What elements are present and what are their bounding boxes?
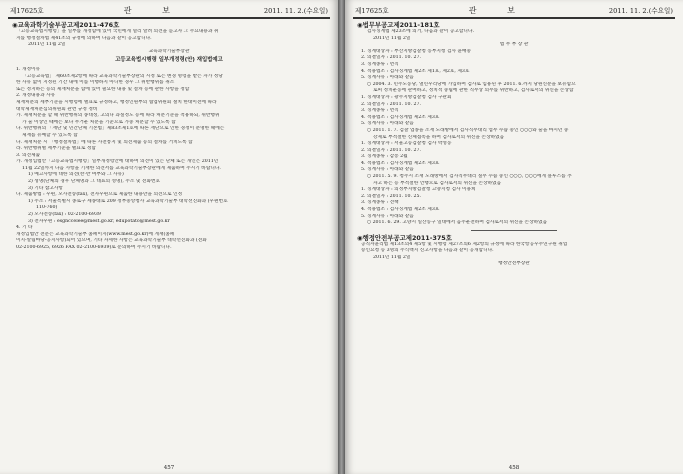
text-line: 다. 제재처분 시 「행정절차법」에 따른 사전통지 및 의견제출 등의 절차를 거치도록 함 — [16, 139, 193, 145]
text-line: ○ 2011. 6. 29. 고양시 일산동구 일대에서 음주운전하여 검사로서의 위신을 손상하였음 — [367, 220, 548, 226]
right-issue-number: 제17625호 — [355, 7, 389, 15]
text-line: 제재를 유예할 수 있도록 함 — [22, 132, 78, 138]
text-line: 「고등교육법」 제60조제2항에 따라 교육과학기술부장관의 시정 또는 변경 명령을 받은 자가 정당 — [22, 73, 223, 79]
text-line: 4. 적용법조 : 검사징계법 제2조 제3호 — [361, 114, 440, 120]
right-section2-date: 2011년 11월 2일 — [373, 254, 411, 260]
text-line: 3) 기타 참고사항 — [28, 185, 63, 191]
text-line: ○ 2011. 1. 7. 검찰 업종을 소재 노래방에서 검사직무대리 업무 수습 중인 ○○○와 술을 마시던 중 — [367, 127, 569, 133]
text-line: 지를 행정절차법 제41조의 규정에 의하여 다음과 같이 공고합니다. — [16, 35, 152, 41]
text-line: 3. 징계종류 : 면직 — [361, 108, 399, 114]
text-line: 110-760) — [36, 205, 58, 211]
right-column — [357, 20, 671, 460]
text-line: 라. 위반행위별 세부기준을 별표로 정함 — [16, 146, 96, 152]
right-issue-date: 2011. 11. 2.(수요일) — [608, 7, 673, 15]
text-line: 대학제재처분심의위원회 관련 규정 정비 — [16, 106, 98, 112]
left-section-title: ◉교육과학기술부공고제2011-476호 — [12, 21, 120, 29]
text-line: 2) 모사전송(fax) : 02-2100-6939 — [28, 212, 101, 218]
book-gutter — [338, 0, 345, 474]
text-line: 5. 징계사유 : 아래와 같음 — [361, 75, 414, 81]
text-line: 이지-알림마당-공지사항)되어 있으며, 기타 자세한 사항은 교육과학기술부 대학선진화과 (전화 — [16, 238, 207, 244]
right-section2-issuer: 행정안전부장관 — [498, 261, 530, 267]
right-section2-intro — [357, 242, 671, 255]
right-page-number: 458 — [508, 465, 520, 471]
text-line: 2. 의결일자 : 2011. 10. 27. — [361, 55, 421, 61]
left-gazette-title: 관 보 — [123, 5, 184, 15]
text-line: 02-2100-6925, 6926 FAX 02-2100-6939)로 문의하여 주시기 바랍니다. — [16, 245, 172, 250]
left-body — [12, 67, 326, 252]
text-line: 가. 개정입법안「고등교육법시행령」일부개정령안에 대하여 의견이 있는 단체 또는 개인은 2011년 — [16, 159, 219, 165]
left-doc-title: 고등교육법시행령 일부개정령(안) 재입법예고 — [115, 57, 223, 64]
text-line: 4. 적용법조 : 검사징계법 제2조 제3호 — [361, 160, 440, 166]
text-line: 공직자윤리법 제13조의4 제5항 및 시행령 제27조의6 제2항의 규정에 따라 한국항공우주연구원 취업 — [361, 241, 568, 247]
right-date-line: 2011년 11월 2일 — [373, 35, 411, 41]
text-line: 5. 징계사유 : 아래와 같음 — [361, 167, 414, 173]
text-line: 개정입법안 전문은 교육과학기술부 홈페이지(www.mest.go.kr)에 게재(홈페 — [16, 231, 175, 237]
right-section2-title: ◉행정안전부공고제2011-375호 — [357, 233, 452, 242]
text-line: 11월 22일까지 다음 사항을 기재한 의견서를 교육과학기술부장관에게 제출하여 주시기 바랍니다. — [22, 165, 221, 171]
left-issuer: 교육과학기술부장관 — [148, 48, 190, 54]
right-intro — [357, 29, 671, 36]
text-line: 3) 전자우편 : esgnccelee@mest.go.kr, edupotato@mest.go.kr — [28, 218, 170, 224]
left-page-header — [10, 4, 328, 16]
text-line: 1. 개정이유 — [16, 66, 41, 72]
right-header-rule — [353, 17, 675, 19]
text-line: 나. 제출방법 : 우편, 모사전송(fax), 전자우편으로 제출한 내용만을 의견으로 인정 — [16, 192, 183, 198]
text-line: 1. 징계대상자 : 광주지방검찰청 검사 구관회 — [361, 94, 452, 100]
text-line: 가 둘 이상인 때에는 보다 무거운 처분을 기준으로 가중 처분할 수 있도록 함 — [22, 119, 176, 125]
right-page — [345, 0, 683, 474]
text-line: 승인요청 등 3명의 주식백지 신고사항을 다음과 같이 공개합니다. — [361, 248, 494, 254]
right-section-title: ◉법무부공고제2011-181호 — [357, 21, 440, 29]
left-intro — [12, 29, 326, 42]
text-line: 4. 기 타 — [16, 225, 33, 231]
text-line: 3. 징계종류 : 감봉 2월 — [361, 154, 408, 160]
text-line: 제재처분의 세부기준을 시행령에 별표로 규정하고, 행정인원부의 협업위원회 설치 한대이전에 따라 — [16, 99, 217, 105]
right-page-header — [355, 4, 673, 16]
right-body — [357, 49, 671, 227]
text-line: 검사징계법 제23조에 의거, 다음과 같이 공고합니다. — [367, 29, 474, 34]
text-line: 2. 의결일자 : 2011. 10. 25. — [361, 193, 421, 199]
text-line: 5. 징계사유 : 아래와 같음 — [361, 121, 414, 127]
text-line: 5. 징계사유 : 아래와 같음 — [361, 213, 414, 219]
text-line: 2) 성명(단체의 경우 단체명과 그 대표의 성명), 주소 및 전화번호 — [28, 179, 161, 185]
text-line: 4. 적용법조 : 검사징계법 제2조 제3호 — [361, 207, 440, 213]
text-line: 1. 징계대상자 : 의정부지방검찰청 고양지청 검사 이용희 — [361, 187, 476, 193]
text-line: 강제로 부적절한 신체접촉을 하여 검사로서의 위신을 손상하였음 — [373, 134, 505, 140]
left-date-line: 2011년 11월 2일 — [28, 42, 66, 48]
text-line: 3. 징계종류 : 견책 — [361, 200, 399, 206]
text-line: 3. 의견제출 — [16, 152, 41, 158]
left-page-number: 457 — [163, 465, 175, 471]
section-divider — [471, 230, 557, 231]
text-line: 1. 징계대상자 : 부산지방검찰청 동부지청 검사 윤배중 — [361, 48, 472, 54]
text-line: ○ 2011. 5. 9. 청주시 소재 노래방에서 검사직무대리 실무 수습 중인 ○○○, ○○○에게 블루스를 추 — [367, 174, 572, 180]
text-line: 가. 제재처분을 할 때 위반행위의 종대성, 고의나 과실정도 등에 따라 처분기준을 적용하되, 위반행위 — [16, 113, 220, 119]
right-issuer: 법 무 부 장 관 — [499, 42, 529, 48]
text-line: 또는 정지하는 등의 제재처분을 함에 있어 필요한 내용 및 절차 등에 관한 사항을 정함 — [16, 86, 190, 92]
text-line: 2. 의결일자 : 2011. 10. 27. — [361, 101, 421, 107]
text-line: 자고 하는 등 부적절한 언행으로 검사로서의 위신을 손상하였음 — [373, 180, 502, 186]
left-header-rule — [8, 17, 330, 19]
left-issue-number: 제17625호 — [10, 7, 44, 15]
text-line: 2. 개정내용과 사유 — [16, 93, 56, 99]
right-gazette-title: 관 보 — [468, 5, 529, 15]
text-line: 「고등교육법시행령」을 일부를 개정함에 있어 국민에게 널리 알려 의견을 듣고자 그 주요내용과 취 — [16, 29, 219, 34]
text-line: 2. 의결일자 : 2011. 10. 27. — [361, 147, 421, 153]
left-column — [12, 20, 326, 460]
text-line: ○ 2004. 3. 민주노동당, 열린우리당에 가입하여 검사로 임용된 후 2011. 6.까지 당원신분을 보유함으 — [367, 81, 576, 87]
left-issue-date: 2011. 11. 2.(수요일) — [263, 7, 328, 15]
left-page — [0, 0, 338, 474]
text-line: 1) 주소 : 서울특별시 종로구 세종대로 209 정부중앙청사 교육과학기술부 대학선진화과 (우편번호 — [28, 198, 228, 204]
text-line: 한 사유 없이 지정된 기간 내에 이를 이행하지 아니한 경우 그 위반행위를 취소 — [16, 80, 175, 86]
text-line: 로써 정치운동에 관여하고, 정치적 중립에 관한 직무상 의무를 위반하고, 검사로서의 위신을 손상함 — [373, 88, 574, 94]
text-line: 1. 징계대상자 : 서울고등검찰청 검사 박성동 — [361, 141, 452, 147]
text-line: 나. 위반행위의 「재단 및 민간단체 기본법」제83조제1호에 따른 재단으로 인한 경정이 분명한 때에는 — [16, 126, 225, 132]
text-line: 1) 예고사항에 대한 의견(찬·반 여부와 그 사유) — [28, 172, 124, 178]
text-line: 4. 적용법조 : 검사징계법 제2조 제1호, 제2호, 제3호 — [361, 68, 470, 74]
text-line: 3. 징계종류 : 면직 — [361, 61, 399, 67]
